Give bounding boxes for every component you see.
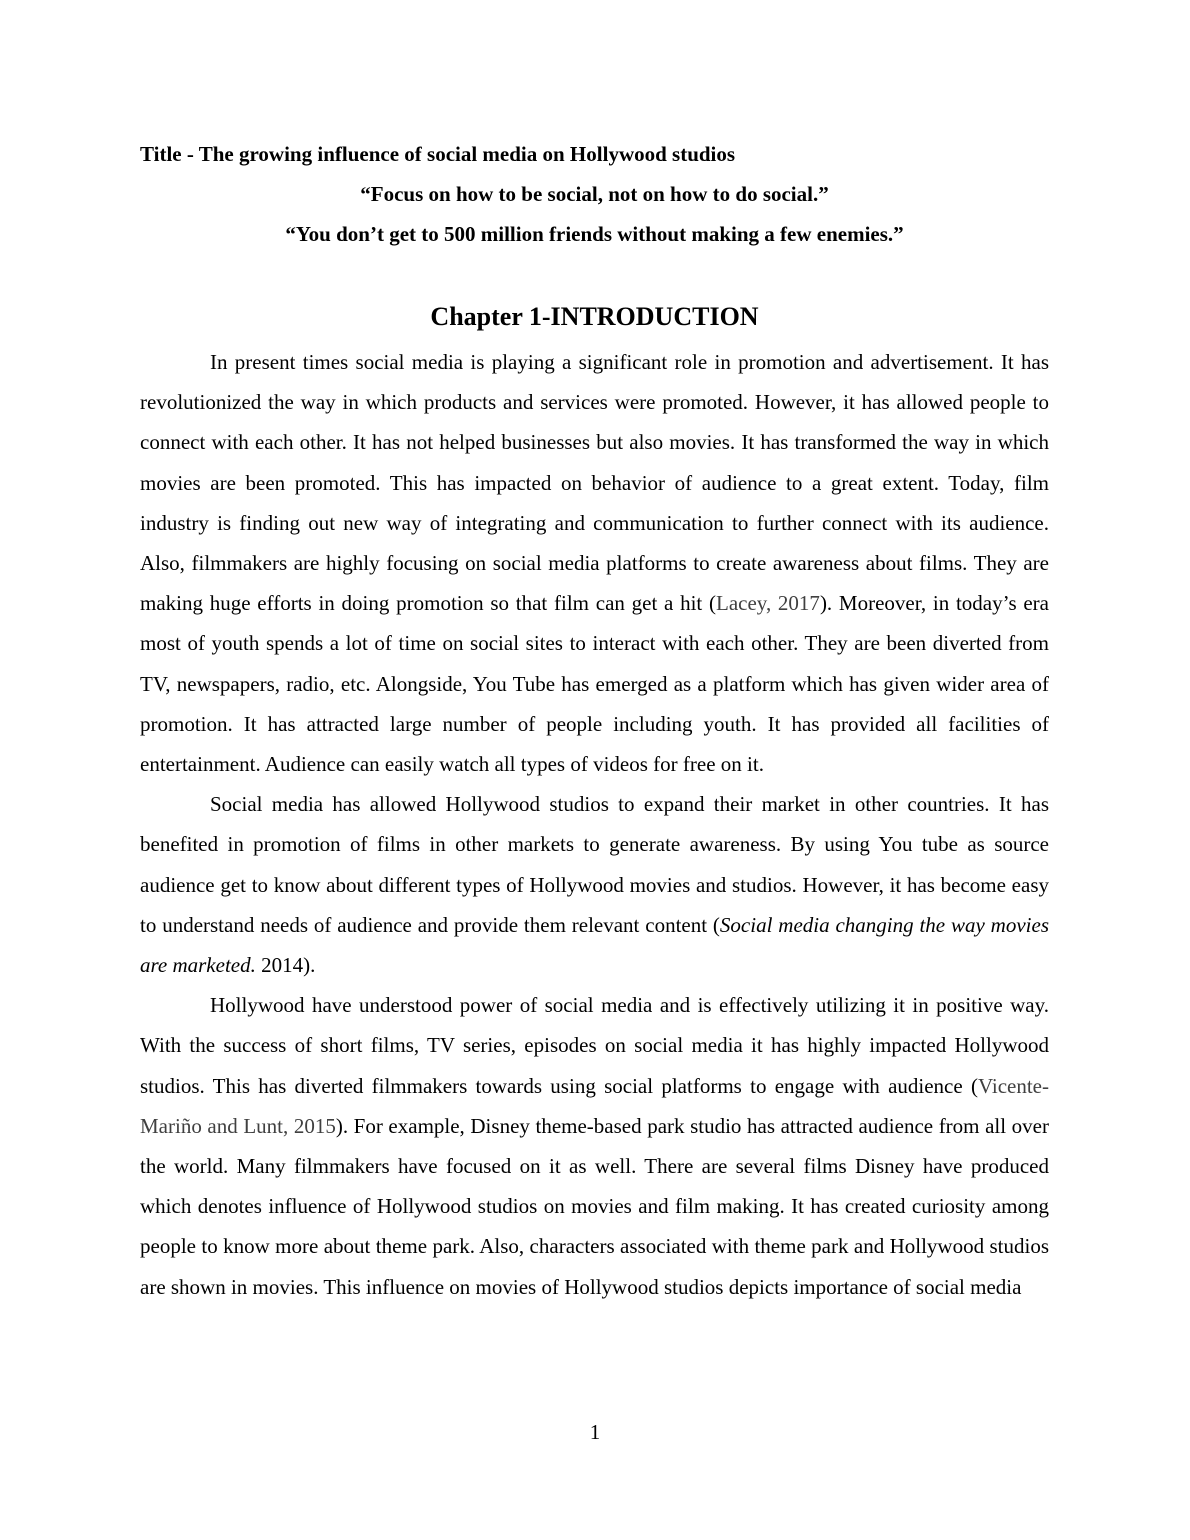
paragraph-text: In present times social media is playing a significant role in promotion and advertisement. It has revolutionized the way in which products and services were promoted. However, it has allowed people to connect with each other. It has not helped businesses but also movies. It has transformed the way in which movies are been promoted. This has impacted on behavior of audience to a great extent. Today, film industry is finding out new way of integrating and communication to further connect with its audience. Also, filmmakers are highly focusing on social media platforms to create awareness about films. They are making huge efforts in doing promotion so that film can get a hit ( xyxy=(140,350,1049,616)
citation: Vicente-Mariño and Lunt, 2015 xyxy=(140,1073,1049,1138)
paragraph-3 xyxy=(140,985,1049,1307)
chapter-heading: Chapter 1-INTRODUCTION xyxy=(430,302,759,331)
paragraph-text: ). Moreover, in today’s era most of youth spends a lot of time on social sites to interact with each other. They are been diverted from TV, newspapers, radio, etc. Alongside, You Tube has emerged as a platform which has given wider area of promotion. It has attracted large number of people including youth. It has provided all facilities of entertainment. Audience can easily watch all types of videos for free on it. xyxy=(140,591,1049,777)
paragraph-text: Hollywood have understood power of social media and is effectively utilizing it in positive way. With the success of short films, TV series, episodes on social media it has highly impacted Hollywood studios. This has diverted filmmakers towards using social platforms to engage with audience ( xyxy=(140,993,1049,1098)
paragraph-text: 2014). xyxy=(255,953,316,978)
page-number: 1 xyxy=(589,1420,601,1444)
title-text: The growing influence of social media on Hollywood studios xyxy=(198,142,736,166)
epigraph-quote-2: “You don’t get to 500 million friends without making a few enemies.” xyxy=(285,222,904,246)
paragraph-text: ). For example, Disney theme-based park studio has attracted audience from all over the world. Many filmmakers have focused on it as well. There are several films Disney have produced which denotes influence of Hollywood studios on movies and film making. It has created curiosity among people to know more about theme park. Also, characters associated with theme park and Hollywood studios are shown in movies. This influence on movies of Hollywood studios depicts importance of social media xyxy=(140,1113,1049,1299)
paragraph-text: Social media has allowed Hollywood studios to expand their market in other countries. It has benefited in promotion of films in other markets to generate awareness. By using You tube as source audience get to know about different types of Hollywood movies and studios. However, it has become easy to understand needs of audience and provide them relevant content ( xyxy=(140,792,1049,937)
document-title xyxy=(140,140,735,168)
paragraph-2 xyxy=(140,784,1049,985)
paragraph-1 xyxy=(140,342,1049,784)
epigraph-quote-1: “Focus on how to be social, not on how to do social.” xyxy=(360,182,829,206)
citation: Lacey, 2017 xyxy=(716,591,820,616)
citation-title: Social media changing the way movies are marketed. xyxy=(140,912,1049,978)
chapter-body xyxy=(140,342,1049,1307)
title-label: Title - xyxy=(140,142,199,166)
